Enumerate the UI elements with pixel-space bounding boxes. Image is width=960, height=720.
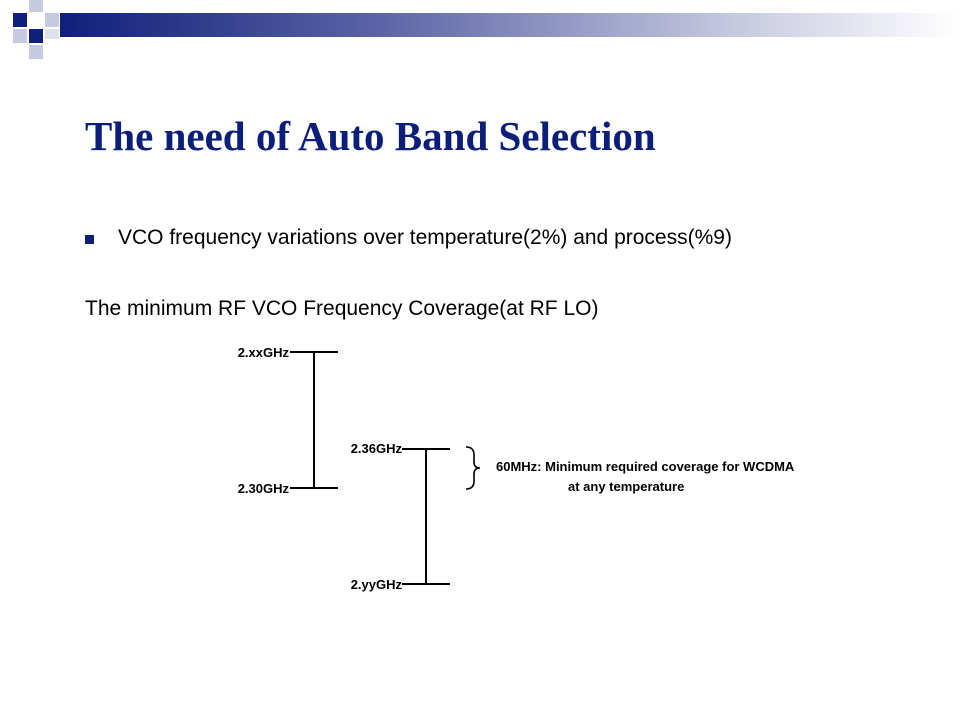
range-2-bottom-label: 2.yyGHz bbox=[350, 577, 402, 592]
range-1 bbox=[290, 352, 338, 488]
range-2-top-label: 2.36GHz bbox=[350, 441, 402, 456]
bullet-text: VCO frequency variations over temperature(2%) and process(%9) bbox=[118, 226, 732, 249]
coverage-note-line-1: 60MHz: Minimum required coverage for WCDMA bbox=[496, 459, 795, 474]
range-2 bbox=[402, 449, 450, 584]
coverage-subtitle: The minimum RF VCO Frequency Coverage(at RF LO) bbox=[85, 297, 599, 320]
range-1-bottom-label: 2.30GHz bbox=[237, 481, 289, 496]
curly-brace-icon bbox=[466, 447, 480, 489]
slide-title: The need of Auto Band Selection bbox=[85, 113, 656, 159]
range-1-top-label: 2.xxGHz bbox=[237, 345, 289, 360]
coverage-note-line-2: at any temperature bbox=[568, 479, 685, 494]
